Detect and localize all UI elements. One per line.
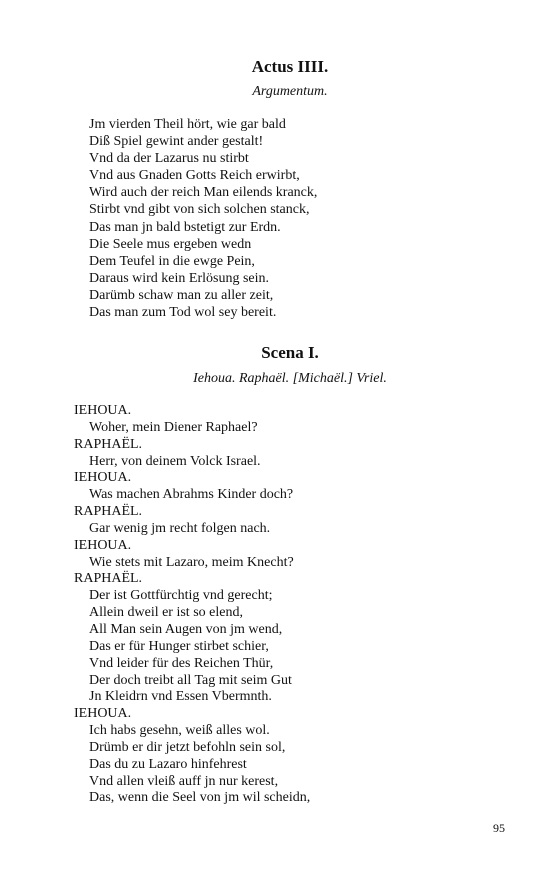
argument-line: Dem Teufel in die ewge Pein, bbox=[89, 253, 255, 269]
argument-verse-block bbox=[89, 116, 317, 321]
verse-line: Woher, mein Diener Raphael? bbox=[89, 419, 258, 435]
verse-line: All Man sein Augen von jm wend, bbox=[89, 621, 283, 637]
speaker-name: RAPHAËL. bbox=[74, 436, 143, 452]
dialogue-block bbox=[74, 403, 310, 807]
act-title: Actus IIII. bbox=[251, 57, 329, 76]
argument-line: Darümb schaw man zu aller zeit, bbox=[89, 287, 274, 303]
verse-line: Der ist Gottfürchtig vnd gerecht; bbox=[89, 588, 273, 604]
verse-line: Jn Kleidrn vnd Essen Vbermnth. bbox=[89, 689, 272, 705]
verse-line: Herr, von deinem Volck Israel. bbox=[89, 453, 261, 469]
verse-line: Das er für Hunger stirbet schier, bbox=[89, 638, 269, 654]
speaker-name: IEHOUA. bbox=[74, 537, 132, 553]
scene-title: Scena I. bbox=[261, 343, 319, 362]
verse-line: Wie stets mit Lazaro, meim Knecht? bbox=[89, 554, 294, 570]
cast-list: Iehoua. Raphaël. [Michaël.] Vriel. bbox=[193, 371, 387, 386]
verse-line: Allein dweil er ist so elend, bbox=[89, 605, 243, 621]
argument-line: Das man jn bald bstetigt zur Erdn. bbox=[89, 219, 281, 235]
verse-line: Das, wenn die Seel von jm wil scheidn, bbox=[89, 790, 311, 806]
verse-line: Der doch treibt all Tag mit seim Gut bbox=[89, 672, 292, 688]
speaker-name: IEHOUA. bbox=[74, 403, 132, 418]
argument-line: Jm vierden Theil hört, wie gar bald bbox=[89, 117, 286, 132]
argument-line: Vnd aus Gnaden Gotts Reich erwirbt, bbox=[89, 168, 300, 184]
verse-line: Gar wenig jm recht folgen nach. bbox=[89, 520, 271, 536]
argument-line: Die Seele mus ergeben wedn bbox=[89, 236, 252, 252]
argument-line: Stirbt vnd gibt von sich solchen stanck, bbox=[89, 202, 310, 218]
verse-line: Vnd allen vleiß auff jn nur kerest, bbox=[89, 773, 279, 789]
speaker-name: RAPHAËL. bbox=[74, 504, 143, 520]
argument-line: Vnd da der Lazarus nu stirbt bbox=[89, 151, 249, 167]
speaker-name: IEHOUA. bbox=[74, 706, 132, 722]
verse-line: Vnd leider für des Reichen Thür, bbox=[89, 655, 274, 671]
page-number: 95 bbox=[493, 821, 505, 835]
argument-line: Wird auch der reich Man eilends kranck, bbox=[89, 185, 318, 201]
argument-line: Daraus wird kein Erlösung sein. bbox=[89, 270, 270, 286]
verse-line: Ich habs gesehn, weiß alles wol. bbox=[89, 723, 270, 739]
verse-line: Drümb er dir jetzt befohln sein sol, bbox=[89, 739, 286, 755]
argument-title: Argumentum. bbox=[252, 84, 328, 99]
verse-line: Was machen Abrahms Kinder doch? bbox=[89, 487, 294, 503]
argument-line: Das man zum Tod wol sey bereit. bbox=[89, 305, 277, 321]
speaker-name: RAPHAËL. bbox=[74, 571, 143, 587]
argument-line: Diß Spiel gewint ander gestalt! bbox=[89, 134, 264, 150]
verse-line: Das du zu Lazaro hinfehrest bbox=[89, 756, 247, 772]
speaker-name: IEHOUA. bbox=[74, 470, 132, 486]
